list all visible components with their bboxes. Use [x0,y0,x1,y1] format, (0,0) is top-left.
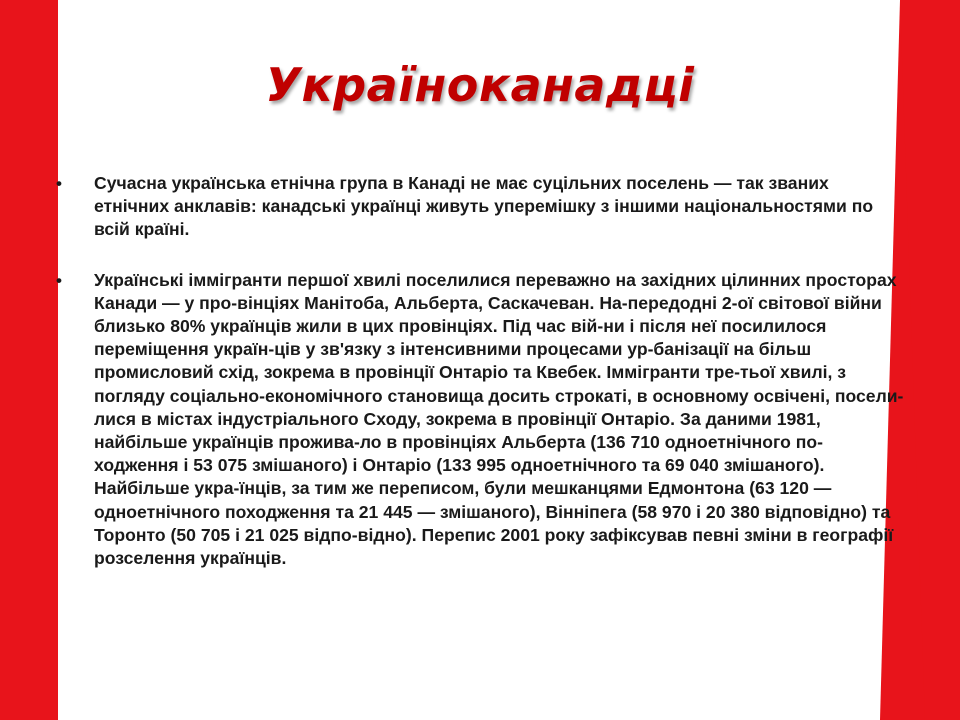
bullet-icon: • [56,174,62,193]
slide-content [56,172,906,597]
bullet-paragraph-1 [56,172,906,242]
bullet-paragraph-2 [56,269,906,571]
paragraph-text: Сучасна українська етнічна група в Канаді не має суцільних поселень — так званих етнічних анклавів: канадські українці живуть уперемішку з іншими національностями по всій країні. [94,173,874,240]
slide-title: Україноканадці [265,58,695,112]
paragraph-text: Українські іммігранти першої хвилі поселилися переважно на західних цілинних просторах Канади — у про-вінціях Манітоба, Альберта, Саскачеван. На-передодні 2-ої світової війни близько 80% українців жили в цих провінціях. Під час вій-ни і після неї посилилося переміщення україн-ців у зв'язку з інтенсивними процесами ур-банізації на більш промисловий схід, зокрема в провінції Онтаріо та Квебек. Іммігранти тре-тьої хвилі, з погляду соціально-економічного становища досить строкаті, в основному освічені, посели-лися в містах індустріального Сходу, зокрема в провінції Онтаріо. За даними 1981, найбільше українців прожива-ло в провінціях Альберта (136 710 одноетнічного по-ходження і 53 075 змішаного) і Онтаріо (133 995 одноетнічного та 69 040 змішаного). Найбільше укра-їнців, за тим же переписом, були мешканцями Едмонтона (63 120 — одноетнічного походження та 21 445 — змішаного), Вінніпега (58 970 і 20 380 відповідно) та Торонто (50 705 і 21 025 відпо-відно). Перепис 2001 року зафіксував певні зміни в географії розселення українців. [94,269,904,569]
bullet-icon: • [56,270,62,290]
